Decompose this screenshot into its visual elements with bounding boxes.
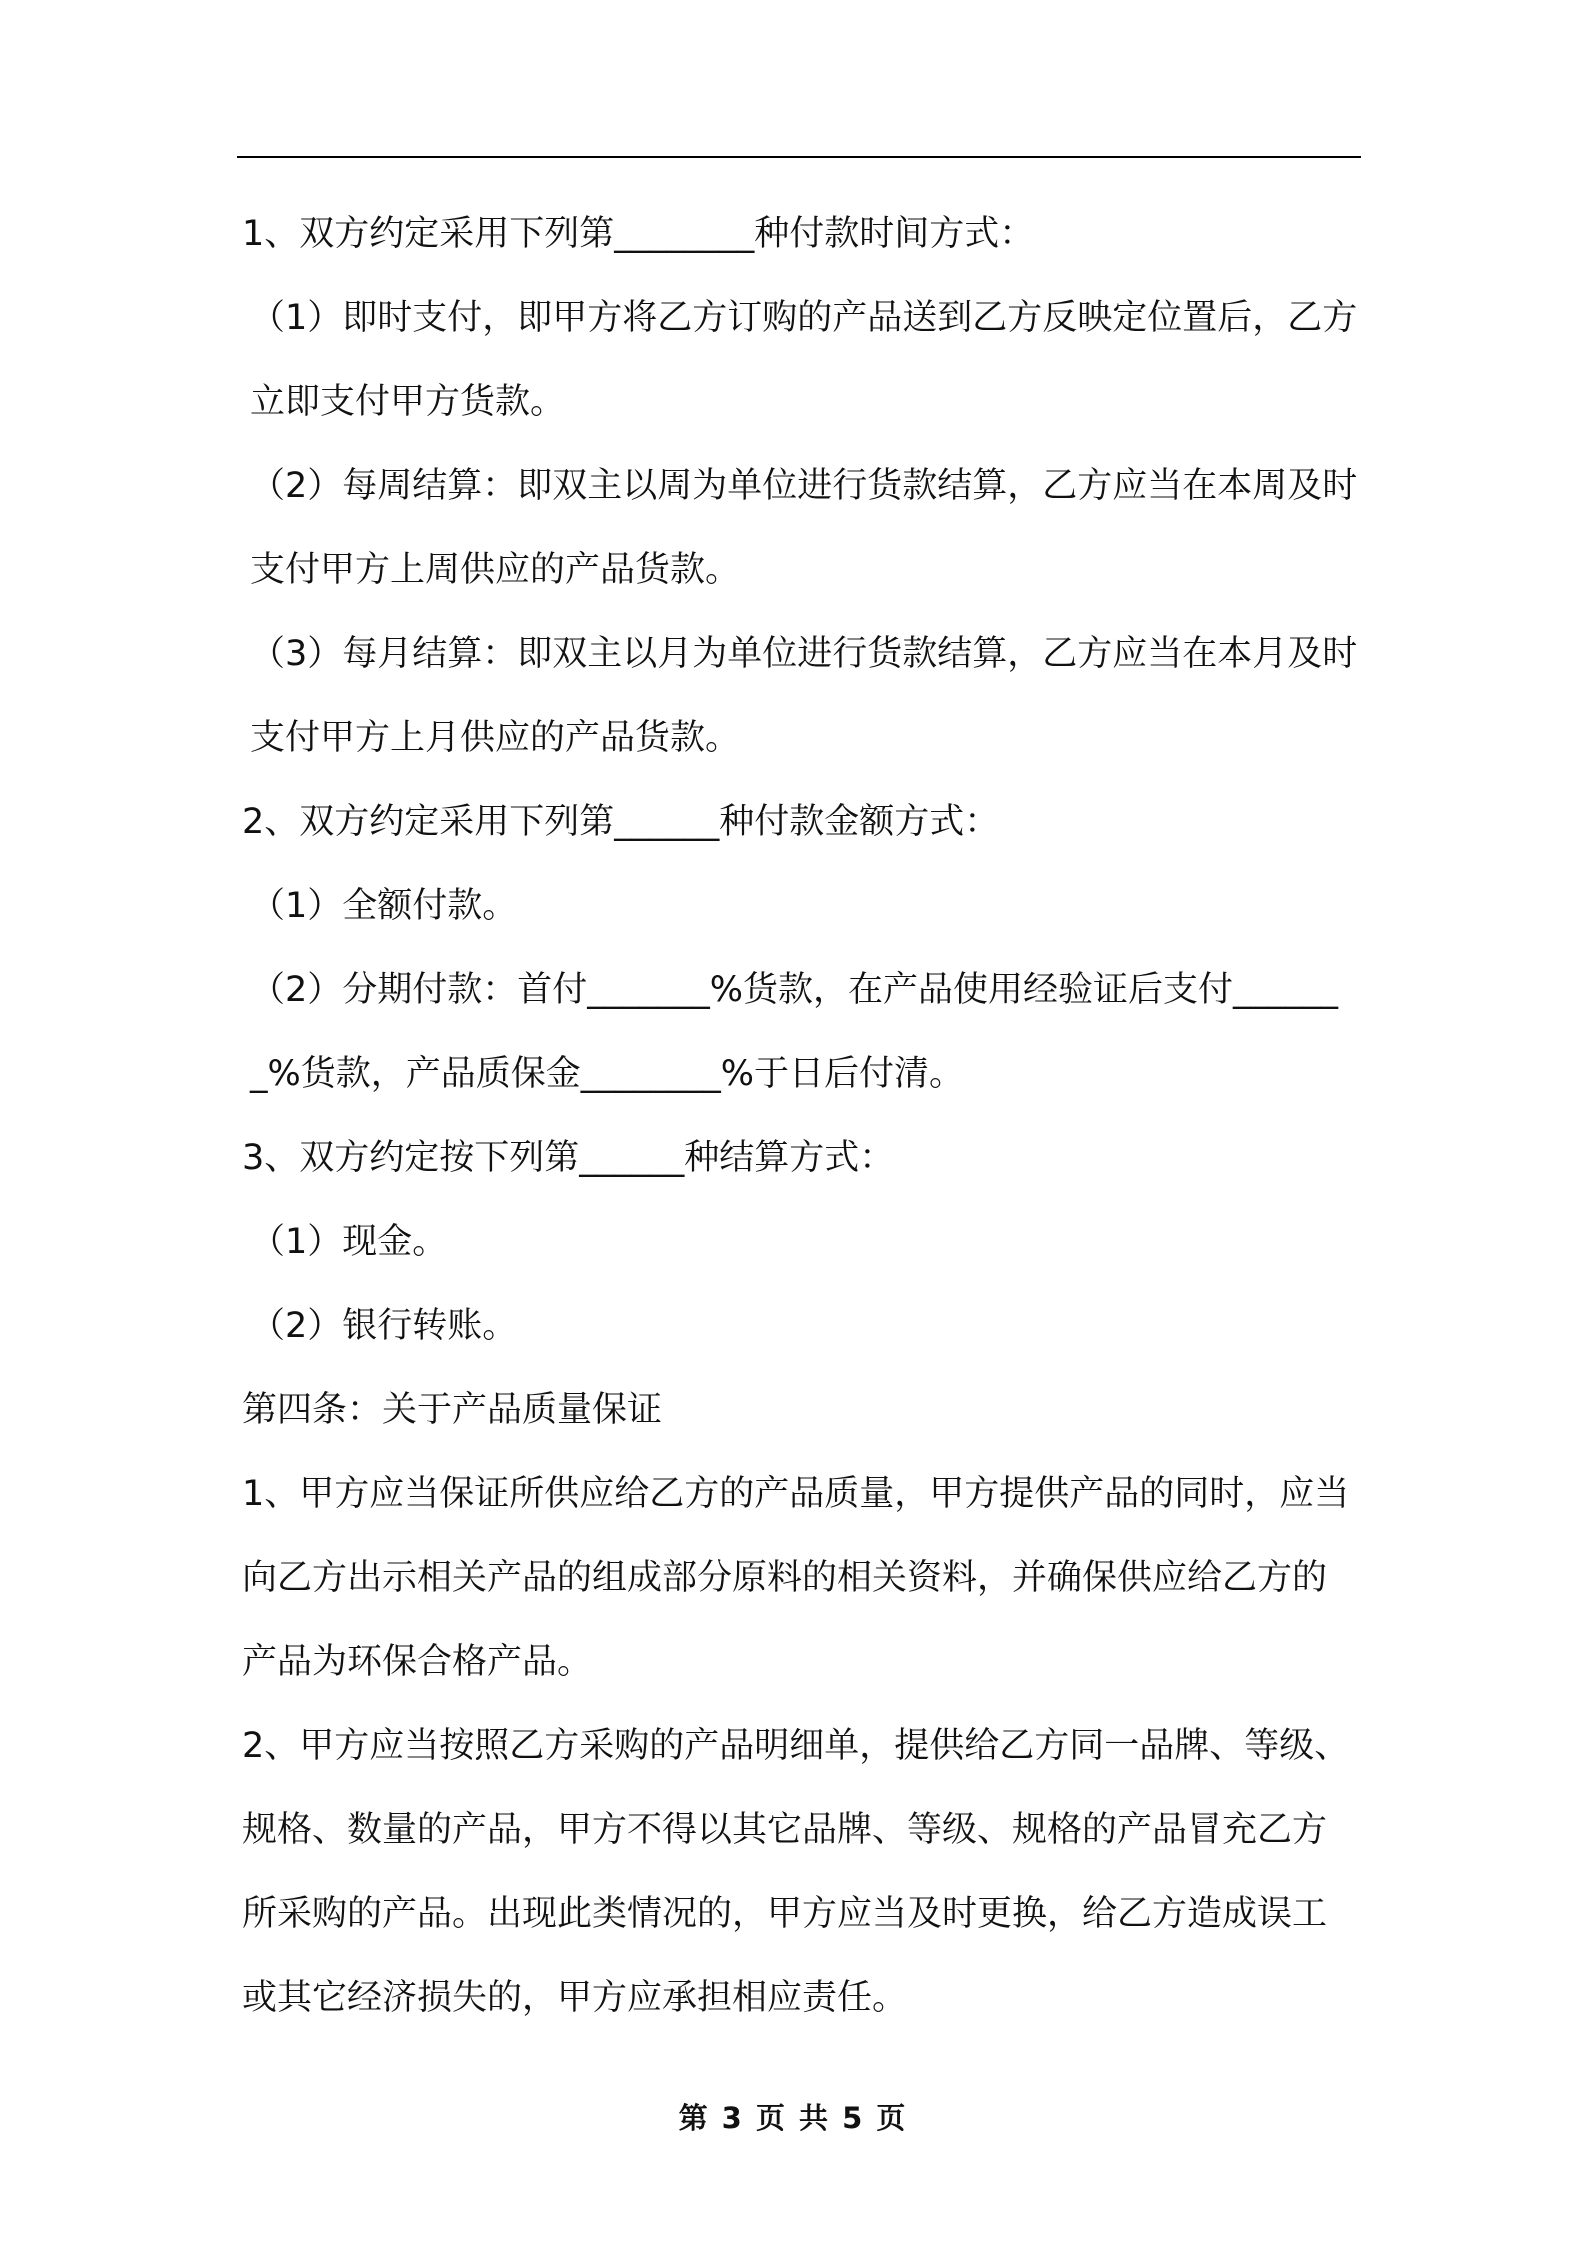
option-installment-payment: （2）分期付款：首付_______%货款，在产品使用经验证后支付_______%货款，产品质保金________%于日后付清。 xyxy=(250,970,1339,1094)
quality-clause-2: 2、甲方应当按照乙方采购的产品明细单，提供给乙方同一品牌、等级、规格、数量的产品，甲方不得以其它品牌、等级、规格的产品冒充乙方所采购的产品。出现此类情况的，甲方应当及时更换，给乙方造成误工或其它经济损失的，甲方应承担相应责任。 xyxy=(242,1726,1350,2018)
option-cash: （1）现金。 xyxy=(250,1222,448,1262)
page-number-footer: 第 3 页 共 5 页 xyxy=(678,2101,908,2135)
clause-payment-amount: 2、双方约定采用下列第______种付款金额方式： xyxy=(242,802,1000,842)
option-immediate-payment: （1）即时支付，即甲方将乙方订购的产品送到乙方反映定位置后，乙方立即支付甲方货款。 xyxy=(250,298,1358,422)
clause-payment-time: 1、双方约定采用下列第________种付款时间方式： xyxy=(242,214,1035,254)
document-body xyxy=(242,192,1358,2040)
header-rule xyxy=(237,156,1361,158)
option-full-payment: （1）全额付款。 xyxy=(250,886,518,926)
option-bank-transfer: （2）银行转账。 xyxy=(250,1306,518,1346)
quality-clause-1: 1、甲方应当保证所供应给乙方的产品质量，甲方提供产品的同时，应当向乙方出示相关产品的组成部分原料的相关资料，并确保供应给乙方的产品为环保合格产品。 xyxy=(242,1474,1350,1682)
option-weekly-settlement: （2）每周结算：即双主以周为单位进行货款结算，乙方应当在本周及时支付甲方上周供应的产品货款。 xyxy=(250,466,1358,590)
option-monthly-settlement: （3）每月结算：即双主以月为单位进行货款结算，乙方应当在本月及时支付甲方上月供应的产品货款。 xyxy=(250,634,1358,758)
clause-settlement-method: 3、双方约定按下列第______种结算方式： xyxy=(242,1138,895,1178)
article-four-heading: 第四条：关于产品质量保证 xyxy=(242,1390,663,1430)
